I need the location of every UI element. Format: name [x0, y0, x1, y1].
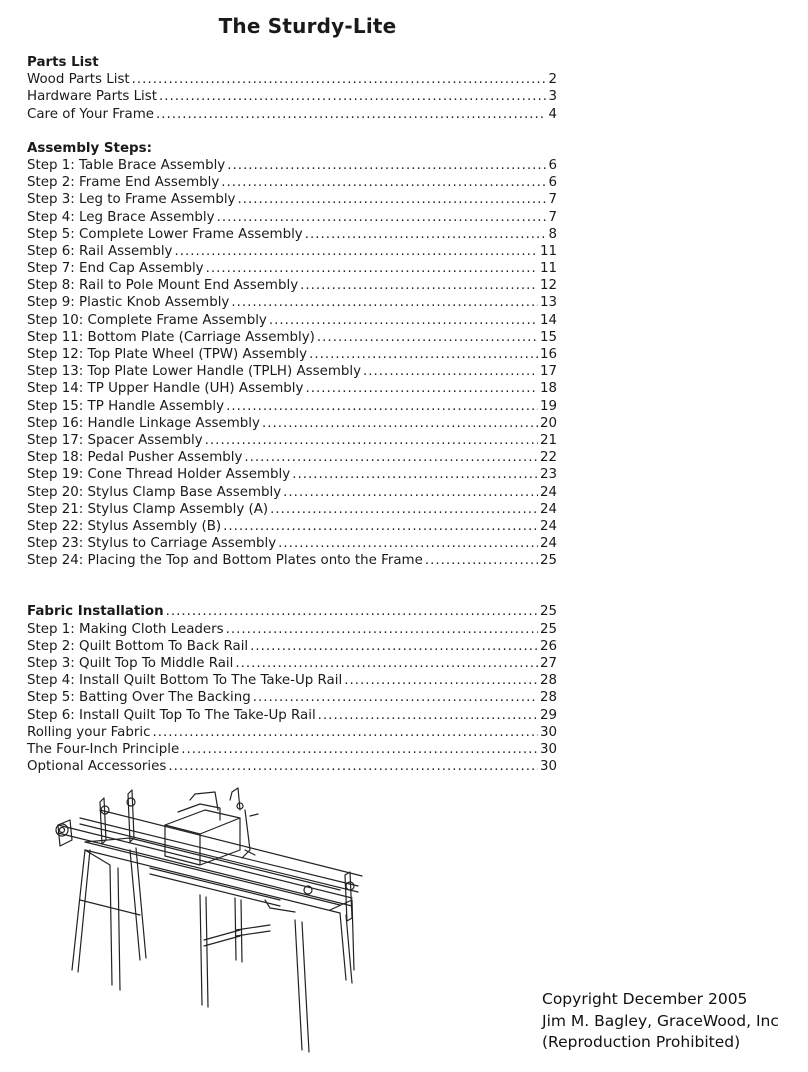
leader-dots: [305, 380, 537, 397]
leader-dots: [244, 449, 538, 466]
parts-list: [27, 71, 557, 123]
leader-dots: [181, 741, 538, 758]
toc-entry-page: 3: [548, 89, 557, 105]
toc-entry-label: Optional Accessories: [27, 759, 167, 775]
toc-entry[interactable]: [27, 277, 557, 294]
toc-entry-label: Step 16: Handle Linkage Assembly: [27, 415, 260, 431]
toc-entry-page: 21: [539, 432, 557, 448]
toc-entry-page: 8: [548, 226, 557, 242]
toc-entry[interactable]: [27, 71, 557, 88]
toc-entry-page: 7: [548, 192, 557, 208]
table-of-contents: [27, 54, 557, 775]
toc-entry-page: 30: [539, 724, 557, 740]
toc-entry-page: 24: [539, 484, 557, 500]
leader-dots: [318, 707, 538, 724]
toc-entry[interactable]: [27, 329, 557, 346]
leader-dots: [159, 88, 546, 105]
toc-entry-page: 11: [539, 243, 557, 259]
toc-entry-page: 6: [548, 157, 557, 173]
assembly-steps-list: [27, 157, 557, 570]
leader-dots: [305, 226, 547, 243]
leader-dots: [221, 174, 546, 191]
toc-entry-label: Step 2: Quilt Bottom To Back Rail: [27, 638, 249, 654]
toc-entry-label: Step 12: Top Plate Wheel (TPW) Assembly: [27, 347, 308, 362]
toc-entry-page: 7: [548, 209, 557, 225]
toc-entry-label: Step 3: Leg to Frame Assembly: [27, 192, 236, 208]
toc-entry[interactable]: [27, 638, 557, 655]
leader-dots: [231, 294, 538, 311]
toc-entry-label: Step 5: Batting Over The Backing: [27, 690, 251, 706]
toc-entry[interactable]: [27, 260, 557, 277]
leader-dots: [235, 655, 538, 672]
leader-dots: [250, 638, 538, 655]
toc-entry[interactable]: [27, 466, 557, 483]
toc-entry[interactable]: [27, 432, 557, 449]
toc-entry[interactable]: [27, 621, 557, 638]
toc-entry[interactable]: [27, 346, 557, 363]
toc-entry[interactable]: [27, 174, 557, 191]
toc-entry-label: Step 4: Leg Brace Assembly: [27, 209, 215, 225]
leader-dots: [425, 552, 538, 569]
toc-entry-label: Step 2: Frame End Assembly: [27, 175, 220, 191]
leader-dots: [278, 535, 538, 552]
toc-entry-label: Step 23: Stylus to Carriage Assembly: [27, 536, 277, 552]
leader-dots: [317, 329, 538, 346]
toc-entry-label: Step 4: Install Quilt Bottom To The Take-Up Rail: [27, 673, 343, 689]
toc-entry[interactable]: [27, 724, 557, 741]
toc-entry-page: 28: [539, 690, 557, 706]
toc-entry[interactable]: [27, 191, 557, 208]
toc-entry-label: Step 19: Cone Thread Holder Assembly: [27, 467, 291, 483]
toc-entry[interactable]: [27, 689, 557, 706]
copyright-line-2: Jim M. Bagley, GraceWood, Inc: [542, 1011, 779, 1030]
toc-entry-label: Wood Parts List: [27, 72, 130, 88]
toc-entry-label: Step 22: Stylus Assembly (B): [27, 518, 222, 534]
page-title: The Sturdy-Lite: [218, 14, 397, 38]
leader-dots: [168, 758, 538, 775]
toc-entry-label: Step 7: End Cap Assembly: [27, 261, 204, 277]
copyright-line-1: Copyright December 2005: [542, 990, 748, 1008]
leader-dots: [175, 243, 538, 260]
toc-entry[interactable]: [27, 518, 557, 535]
fabric-installation-page: 25: [539, 604, 557, 620]
toc-entry-label: Step 24: Placing the Top and Bottom Plates onto the Frame: [27, 553, 423, 569]
toc-entry[interactable]: [27, 398, 557, 415]
toc-entry-page: 2: [548, 72, 557, 88]
leader-dots: [262, 415, 538, 432]
toc-entry-label: The Four-Inch Principle: [27, 741, 180, 757]
toc-entry[interactable]: [27, 655, 557, 672]
toc-entry-label: Step 3: Quilt Top To Middle Rail: [27, 656, 234, 671]
toc-entry[interactable]: [27, 226, 557, 243]
leader-dots: [166, 603, 538, 620]
toc-entry-page: 23: [539, 467, 557, 483]
fabric-installation-heading: Fabric Installation: [27, 604, 164, 620]
toc-entry-label: Hardware Parts List: [27, 89, 157, 105]
toc-entry-page: 27: [539, 656, 557, 671]
leader-dots: [344, 672, 538, 689]
leader-dots: [132, 71, 547, 88]
toc-entry[interactable]: [27, 363, 557, 380]
toc-entry[interactable]: [27, 484, 557, 501]
fabric-installation-list: [27, 621, 557, 776]
toc-entry-page: 28: [539, 673, 557, 689]
toc-entry[interactable]: [27, 501, 557, 518]
toc-entry[interactable]: [27, 415, 557, 432]
toc-entry-label: Step 14: TP Upper Handle (UH) Assembly: [27, 381, 304, 397]
toc-entry-page: 24: [539, 536, 557, 552]
toc-entry-label: Step 11: Bottom Plate (Carriage Assembly): [27, 329, 315, 345]
toc-entry-page: 16: [539, 347, 557, 362]
toc-entry-label: Step 13: Top Plate Lower Handle (TPLH) Assembly: [27, 364, 362, 380]
leader-dots: [253, 689, 538, 706]
toc-entry-page: 24: [539, 501, 557, 517]
toc-entry-label: Step 10: Complete Frame Assembly: [27, 312, 267, 328]
toc-entry-page: 19: [539, 398, 557, 414]
toc-entry-label: Step 18: Pedal Pusher Assembly: [27, 450, 243, 466]
toc-entry[interactable]: [27, 106, 557, 123]
toc-entry-label: Step 5: Complete Lower Frame Assembly: [27, 226, 303, 242]
toc-entry-page: 29: [539, 707, 557, 723]
toc-entry[interactable]: [27, 294, 557, 311]
leader-dots: [283, 484, 538, 501]
toc-entry-page: 12: [539, 278, 557, 294]
assembly-steps-heading: Assembly Steps:: [27, 140, 152, 156]
toc-entry-label: Step 1: Making Cloth Leaders: [27, 621, 224, 637]
toc-entry-label: Step 9: Plastic Knob Assembly: [27, 295, 230, 311]
toc-entry[interactable]: [27, 312, 557, 329]
leader-dots: [226, 398, 538, 415]
toc-entry-label: Step 15: TP Handle Assembly: [27, 398, 225, 414]
leader-dots: [237, 191, 546, 208]
leader-dots: [152, 724, 538, 741]
toc-entry[interactable]: [27, 535, 557, 552]
toc-entry-label: Step 17: Spacer Assembly: [27, 432, 203, 448]
leader-dots: [363, 363, 538, 380]
leader-dots: [226, 621, 538, 638]
toc-entry-label: Step 1: Table Brace Assembly: [27, 157, 226, 173]
leader-dots: [270, 501, 538, 518]
toc-entry-page: 26: [539, 638, 557, 654]
toc-entry-page: 11: [539, 261, 557, 277]
toc-entry[interactable]: [27, 449, 557, 466]
leader-dots: [227, 157, 546, 174]
parts-list-heading: Parts List: [27, 55, 99, 70]
leader-dots: [156, 106, 546, 123]
toc-entry-page: 4: [548, 106, 557, 122]
toc-entry-page: 14: [539, 312, 557, 328]
toc-entry-page: 13: [539, 295, 557, 311]
quilting-frame-illustration: [40, 780, 370, 1065]
toc-entry-label: Care of Your Frame: [27, 106, 154, 122]
toc-entry-page: 22: [539, 450, 557, 466]
toc-entry[interactable]: [27, 741, 557, 758]
toc-entry[interactable]: [27, 157, 557, 174]
leader-dots: [206, 260, 538, 277]
leader-dots: [205, 432, 538, 449]
leader-dots: [217, 209, 547, 226]
toc-entry-page: 30: [539, 759, 557, 775]
toc-entry-page: 17: [539, 364, 557, 380]
leader-dots: [309, 346, 538, 363]
toc-entry-label: Step 8: Rail to Pole Mount End Assembly: [27, 278, 299, 294]
leader-dots: [223, 518, 538, 535]
fabric-installation-heading-row[interactable]: [27, 603, 557, 620]
toc-entry[interactable]: [27, 552, 557, 569]
leader-dots: [269, 312, 538, 329]
toc-entry[interactable]: [27, 707, 557, 724]
toc-entry-label: Step 21: Stylus Clamp Assembly (A): [27, 501, 269, 517]
toc-entry-page: 18: [539, 381, 557, 397]
toc-entry[interactable]: [27, 243, 557, 260]
toc-entry[interactable]: [27, 672, 557, 689]
copyright-line-3: (Reproduction Prohibited): [542, 1033, 741, 1051]
toc-entry-label: Step 6: Rail Assembly: [27, 243, 173, 259]
leader-dots: [300, 277, 538, 294]
leader-dots: [292, 466, 538, 483]
toc-entry[interactable]: [27, 88, 557, 105]
toc-entry-label: Step 6: Install Quilt Top To The Take-Up Rail: [27, 707, 316, 723]
toc-entry-page: 15: [539, 329, 557, 345]
toc-entry-page: 6: [548, 175, 557, 191]
toc-entry[interactable]: [27, 380, 557, 397]
toc-entry-label: Rolling your Fabric: [27, 724, 151, 740]
toc-entry[interactable]: [27, 758, 557, 775]
toc-entry-page: 20: [539, 415, 557, 431]
toc-entry-page: 25: [539, 621, 557, 637]
toc-entry-page: 30: [539, 741, 557, 757]
toc-entry[interactable]: [27, 209, 557, 226]
toc-entry-page: 24: [539, 518, 557, 534]
toc-entry-page: 25: [539, 553, 557, 569]
toc-entry-label: Step 20: Stylus Clamp Base Assembly: [27, 484, 282, 500]
copyright-notice: [542, 989, 779, 1054]
